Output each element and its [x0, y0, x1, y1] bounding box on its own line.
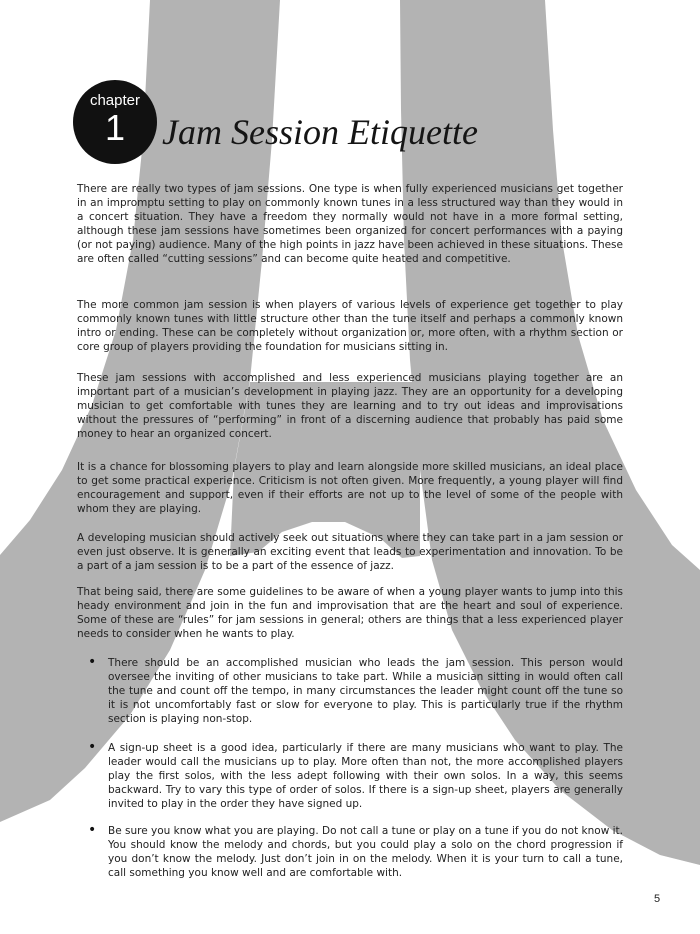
chapter-number: 1 — [104, 107, 126, 148]
bullet-1-text: There should be an accomplished musician who leads the jam session. This person would oversee the inviting of other musicians to take part. While a musician sitting in would often call the tune and count off the tempo, in many circumstances the leader might count off the tune so it is not uncomfortably fast or slow for everyone to play. This is particularly true if the rhythm section is playing non-stop. — [108, 657, 623, 725]
paragraph-6: That being said, there are some guidelines to be aware of when a young player wants to jump into this heady environment and join in the fun and improvisation that are the heart and soul of experience. Some of these are “rules” for jam sessions in general; others are things that a less experienced player needs to consider when he wants to play. — [77, 586, 623, 640]
bullet-2-marker: • — [88, 739, 97, 755]
bullet-2-text: A sign-up sheet is a good idea, particularly if there are many musicians who want to play. The leader would call the musicians up to play. More often than not, the more accomplished players play the first solos, with the less adept following with their own solos. In a way, this seems backward. Try to vary this type of order of solos. If there is a sign-up sheet, players are generally invited to play in the order they have signed up. — [108, 742, 623, 810]
bullet-3-marker: • — [88, 822, 97, 838]
bullet-1-marker: • — [88, 654, 97, 670]
paragraph-3: These jam sessions with accomplished and less experienced musicians playing together are an important part of a musician’s development in playing jazz. They are an opportunity for a developing musician to get comfortable with tunes they are learning and to try out ideas and improvisations without the pressures of “performing” in front of a discerning audience that probably has paid some money to hear an organized concert. — [77, 372, 623, 440]
chapter-badge — [73, 80, 157, 164]
chapter-label: chapter — [89, 92, 141, 109]
paragraph-4: It is a chance for blossoming players to play and learn alongside more skilled musicians, an ideal place to get some practical experience. Criticism is not often given. More frequently, a young player will find encouragement and support, even if their efforts are not up to the level of some of the people with whom they are playing. — [77, 461, 623, 515]
bullet-3-text: Be sure you know what you are playing. Do not call a tune or play on a tune if you do not know it. You should know the melody and chords, but you could play a solo on the chord progression if you don’t know the melody. Just don’t join in on the melody. When it is your turn to call a tune, call something you know well and are comfortable with. — [108, 825, 623, 879]
paragraph-5: A developing musician should actively seek out situations where they can take part in a jam session or even just observe. It is generally an exciting event that leads to experimentation and innovation. To be a part of a jam session is to be a part of the essence of jazz. — [77, 532, 623, 572]
chapter-title: Jam Session Etiquette — [162, 112, 478, 152]
paragraph-1: There are really two types of jam sessions. One type is when fully experienced musicians get together in an impromptu setting to play on commonly known tunes in a less structured way than they would in a concert situation. They have a freedom they normally would not have in a more formal setting, although these jam sessions have sometimes been organized for concert performances with a paying (or not paying) audience. Many of the high points in jazz have been achieved in these situations. These are often called “cutting sessions” and can become quite heated and competitive. — [77, 183, 623, 265]
paragraph-2: The more common jam session is when players of various levels of experience get together to play commonly known tunes with little structure other than the tune itself and perhaps a commonly known intro or ending. These can be completely without organization or, more often, with a rhythm section or core group of players providing the foundation for musicians sitting in. — [77, 299, 623, 353]
page-number: 5 — [654, 893, 661, 905]
